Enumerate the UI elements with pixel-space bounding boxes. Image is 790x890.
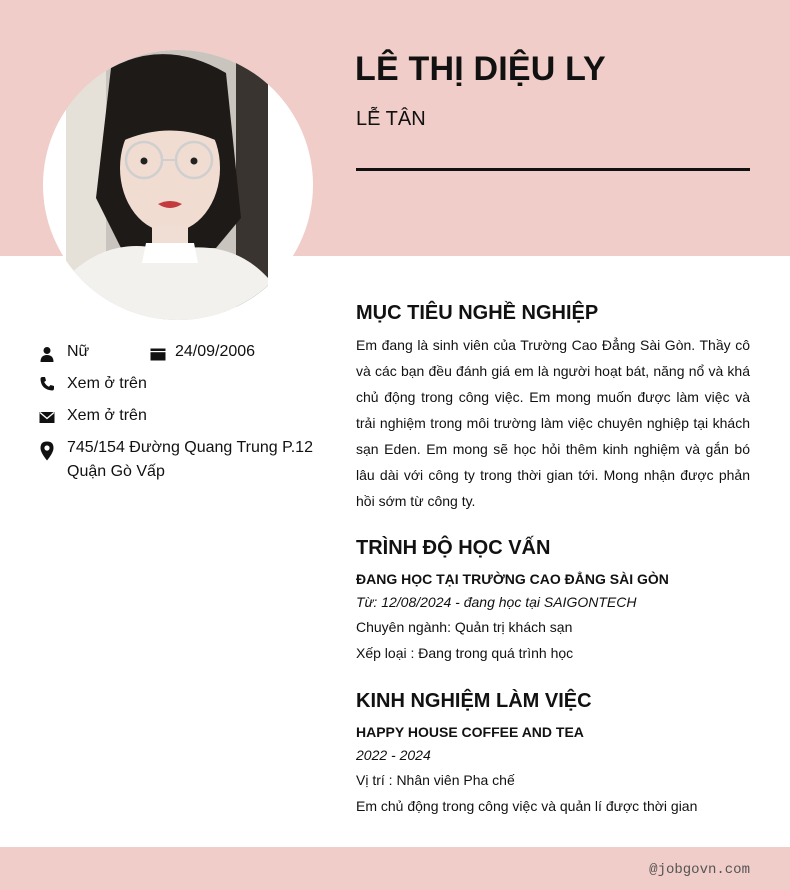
objective-heading: MỤC TIÊU NGHỀ NGHIỆP: [356, 302, 599, 324]
objective-text: Em đang là sinh viên của Trường Cao Đẳng Sài Gòn. Thầy cô và các bạn đều đánh giá em là người hoạt bát, năng nổ và khá chủ động trong công việc. Em mong muốn được làm việc và trải nghiệm trong môi trường làm việc chuyên nghiệp tại khách sạn Eden. Em mong sẽ học hỏi thêm kinh nghiệm và gắn bó lâu dài với công ty trong thời gian tới. Mong nhận được phản hồi sớm từ công ty.: [356, 337, 750, 509]
job-title: LỄ TÂN: [356, 108, 426, 130]
experience-period: 2022 - 2024: [356, 747, 431, 763]
experience-heading: KINH NGHIỆM LÀM VIỆC: [356, 690, 592, 712]
calendar-icon: [150, 346, 166, 362]
footer-credit: @jobgovn.com: [649, 862, 750, 878]
email-text: Xem ở trên: [67, 407, 147, 424]
address-line-1: 745/154 Đường Quang Trung P.12: [67, 439, 313, 456]
title-divider: [356, 168, 750, 171]
phone-text: Xem ở trên: [67, 375, 147, 392]
person-icon: [39, 346, 55, 362]
location-pin-icon: [39, 441, 55, 461]
profile-photo: [66, 50, 268, 320]
education-rank: Xếp loại : Đang trong quá trình học: [356, 645, 574, 661]
education-heading: TRÌNH ĐỘ HỌC VẤN: [356, 537, 551, 559]
profile-photo-frame: [43, 50, 313, 320]
birthdate-text: 24/09/2006: [175, 343, 256, 360]
experience-position: Vị trí : Nhân viên Pha chế: [356, 772, 515, 788]
candidate-name: LÊ THỊ DIỆU LY: [355, 50, 606, 88]
experience-company: HAPPY HOUSE COFFEE AND TEA: [356, 724, 584, 740]
experience-description: Em chủ động trong công việc và quản lí được thời gian: [356, 798, 698, 814]
phone-icon: [39, 376, 55, 392]
email-icon: [39, 409, 55, 425]
education-major: Chuyên ngành: Quản trị khách sạn: [356, 619, 573, 635]
education-school: ĐANG HỌC TẠI TRƯỜNG CAO ĐẲNG SÀI GÒN: [356, 571, 669, 587]
gender-text: Nữ: [67, 343, 90, 360]
address-line-2: Quận Gò Vấp: [67, 463, 165, 480]
education-period: Từ: 12/08/2024 - đang học tại SAIGONTECH: [356, 594, 637, 610]
